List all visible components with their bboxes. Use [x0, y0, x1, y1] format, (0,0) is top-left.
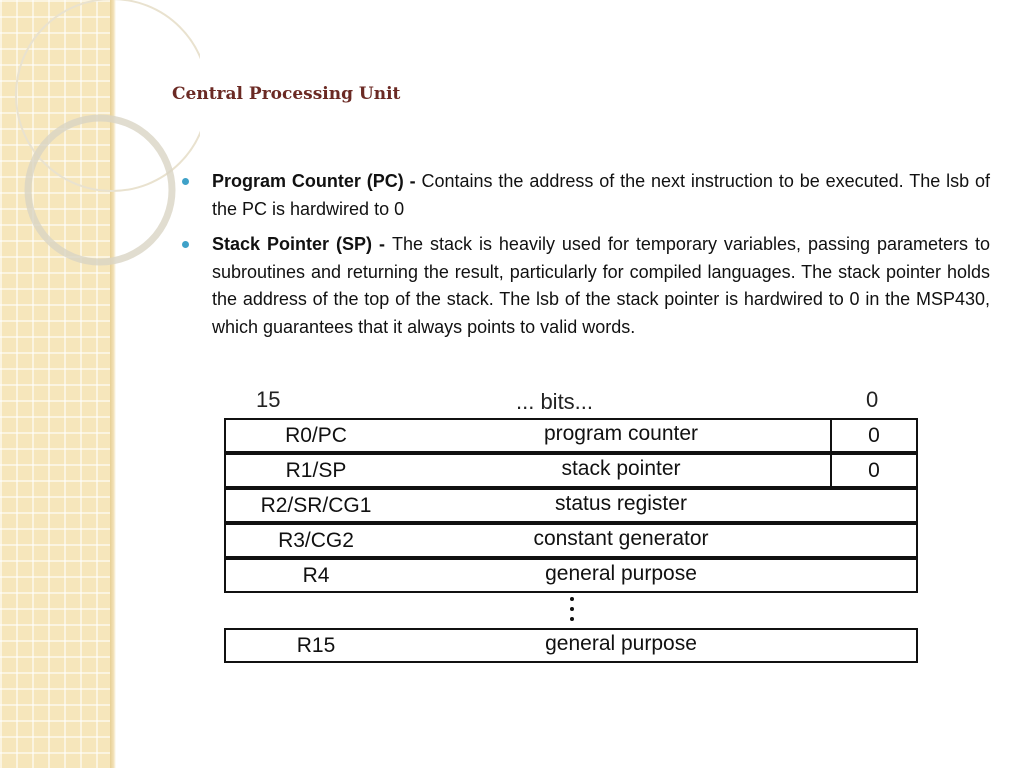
- register-name: R15: [296, 633, 336, 657]
- register-name: R4: [302, 563, 330, 587]
- header-lsb: 0: [866, 387, 879, 412]
- bullet-text: The stack is heavily used for temporary variables, passing parameters to subroutines and returning the result, particularly for compiled languages. The stack pointer holds the address of the top of the stack. The lsb of the stack pointer is hardwired to 0 in the MSP430, which guarantees that it always points to valid words.: [212, 234, 990, 337]
- register-lsb: 0: [830, 455, 916, 486]
- register-desc: status register: [555, 491, 687, 515]
- register-name: R2/SR/CG1: [260, 493, 372, 517]
- register-desc: constant generator: [533, 526, 709, 550]
- register-desc: general purpose: [545, 631, 697, 655]
- register-name: R1/SP: [285, 458, 347, 482]
- register-desc: general purpose: [545, 561, 697, 585]
- header-msb: 15: [256, 387, 281, 412]
- slide-title: Central Processing Unit: [172, 84, 401, 104]
- register-name: R0/PC: [285, 423, 347, 447]
- register-row-r4: [224, 558, 918, 593]
- header-bits: ... bits...: [516, 389, 594, 414]
- bullet-term: Program Counter (PC) -: [212, 171, 422, 191]
- register-desc: program counter: [543, 421, 699, 445]
- register-row-r3: [224, 523, 918, 558]
- register-name: R3/CG2: [278, 528, 354, 552]
- register-row-r2: [224, 488, 918, 523]
- register-row-r1: [224, 453, 918, 488]
- bullet-term: Stack Pointer (SP) -: [212, 234, 392, 254]
- ellipsis-vertical-icon: [566, 597, 578, 627]
- register-desc: stack pointer: [561, 456, 681, 480]
- register-lsb: 0: [830, 420, 916, 451]
- register-row-r0: [224, 418, 918, 453]
- bullet-text: Contains the address of the next instruction to be executed. The lsb of the PC is hardwired to 0: [212, 171, 990, 219]
- register-row-r15: [224, 628, 918, 663]
